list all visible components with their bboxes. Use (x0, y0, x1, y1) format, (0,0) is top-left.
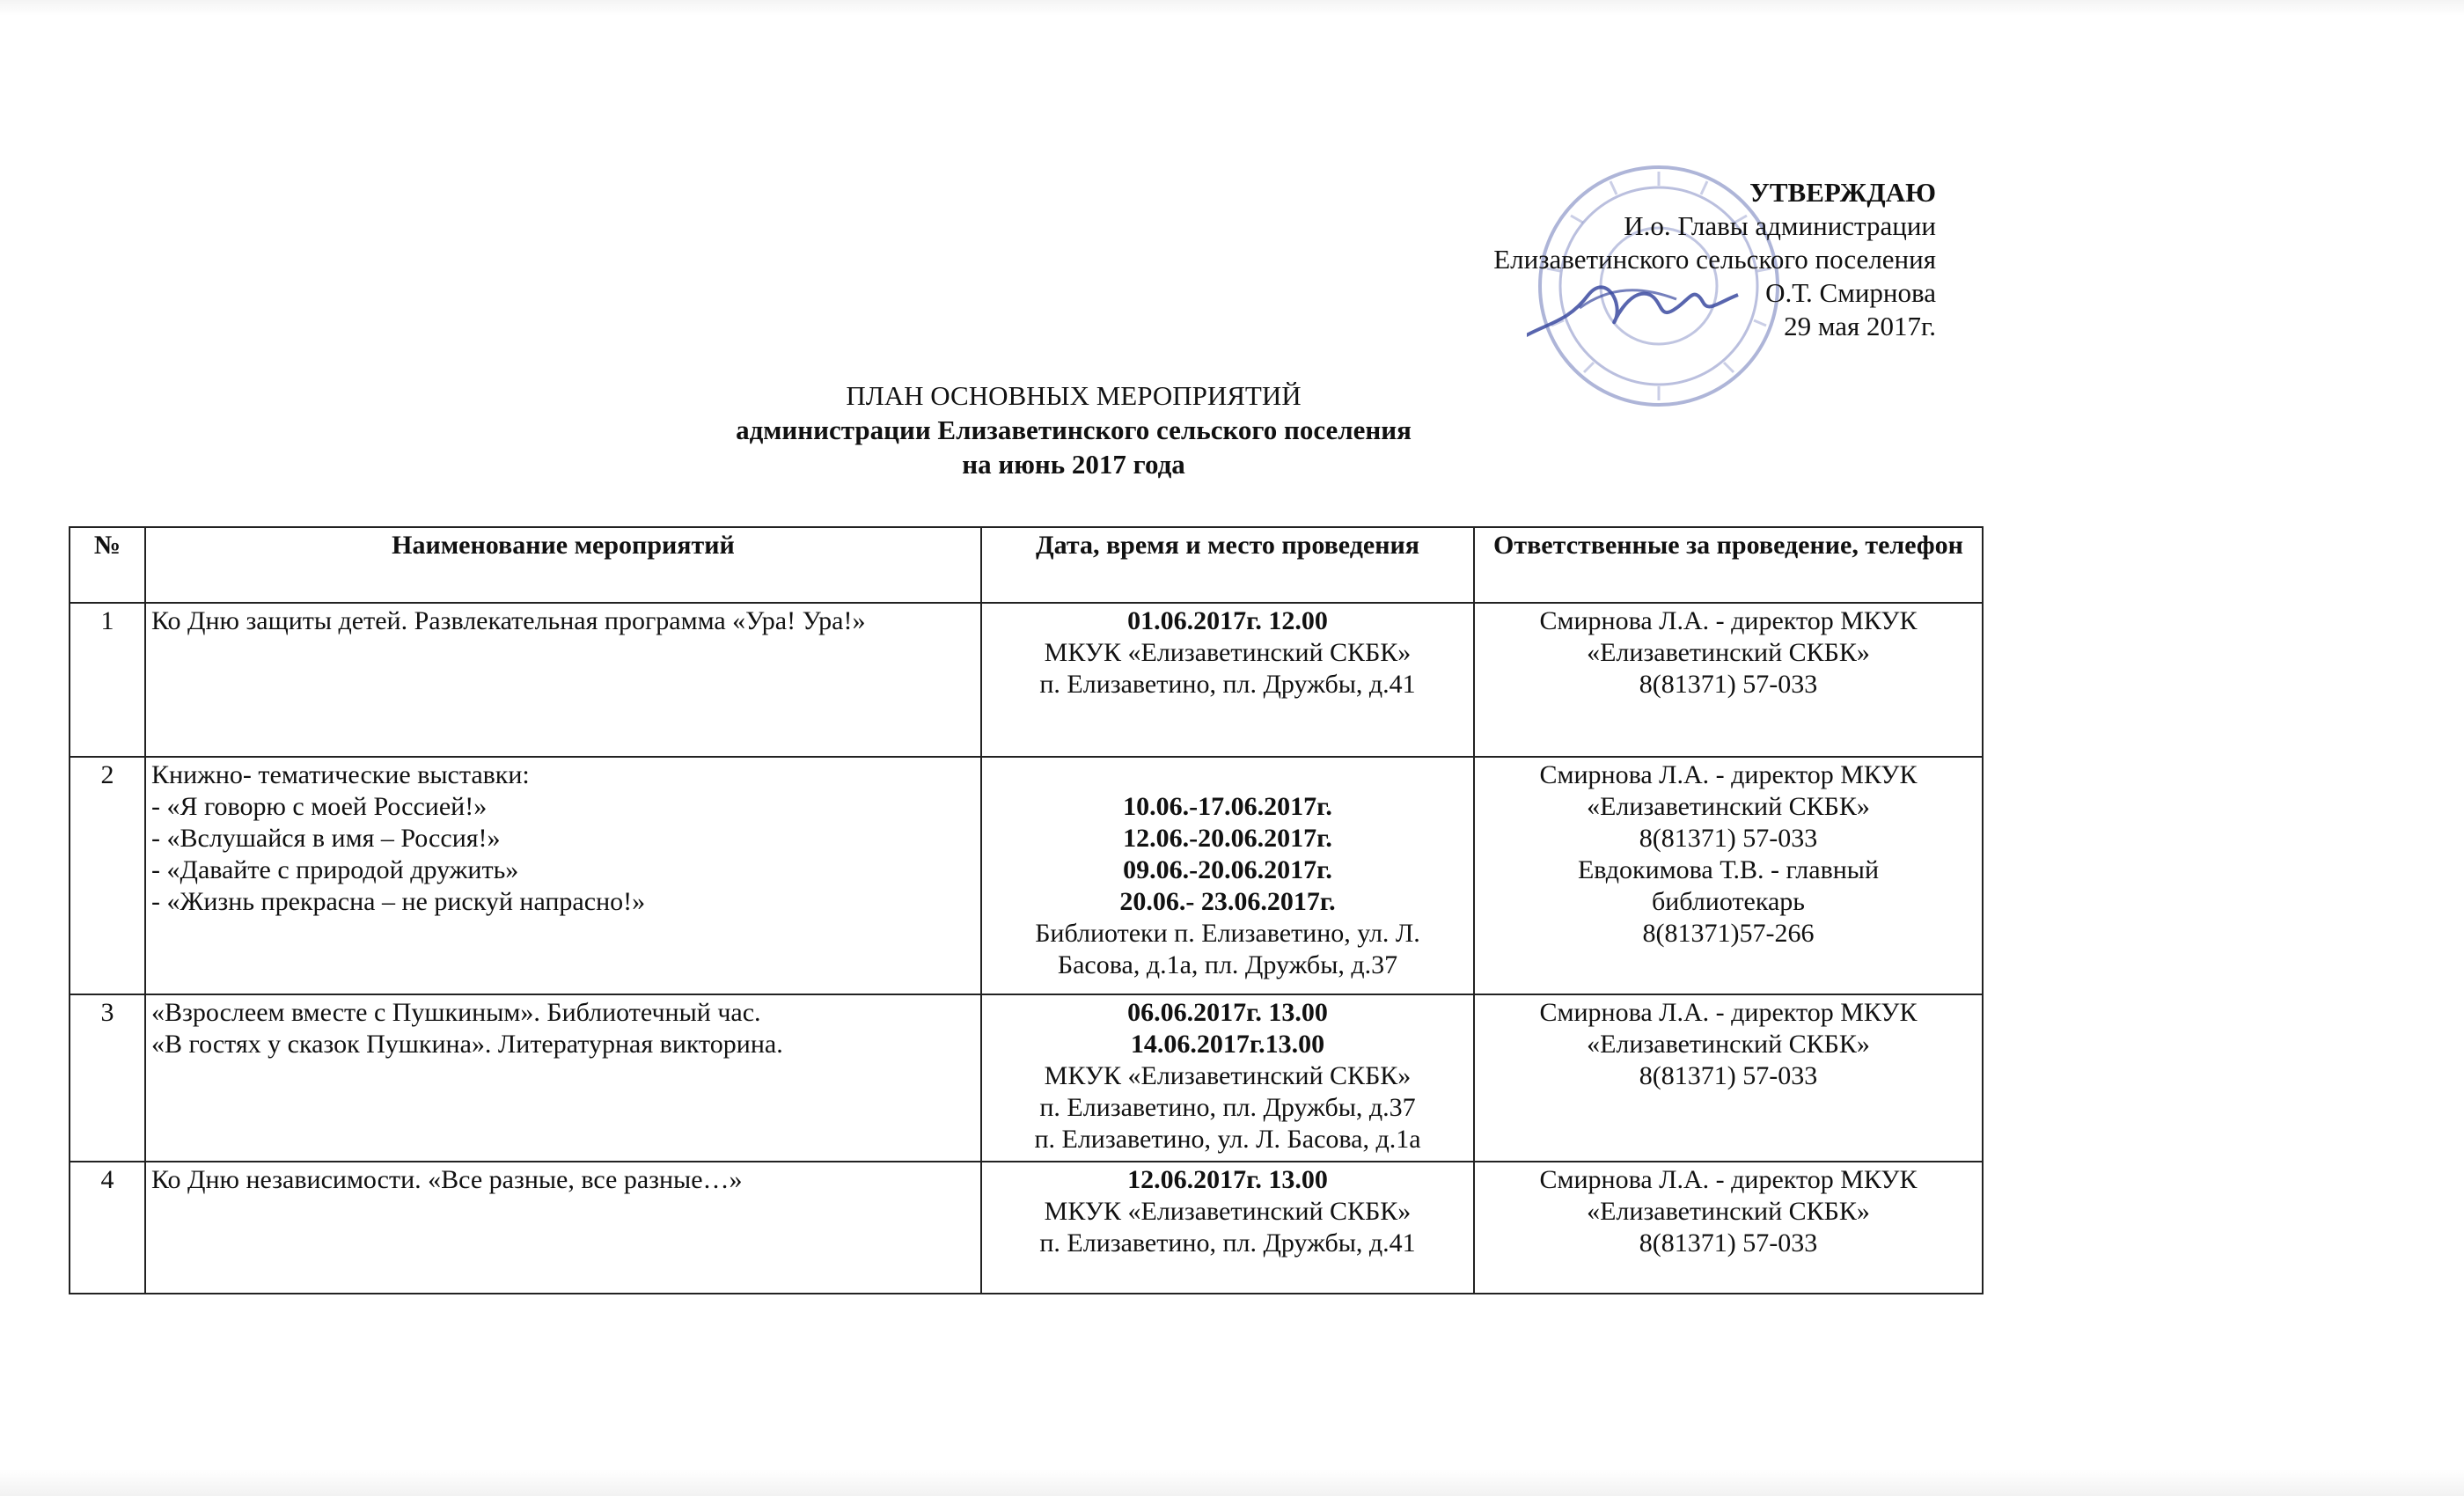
header-name: Наименование мероприятий (145, 527, 981, 603)
approval-organization: Елизаветинского сельского поселения (1493, 244, 1936, 275)
responsible-person: Смирнова Л.А. - директор МКУК (1539, 1165, 1918, 1194)
responsible-phone: 8(81371) 57-033 (1639, 670, 1818, 699)
event-date-place (981, 603, 1474, 757)
header-num: № (70, 527, 145, 603)
approval-position: И.о. Главы администрации (1624, 210, 1936, 241)
responsible-person: Смирнова Л.А. - директор МКУК (1539, 998, 1918, 1027)
event-name (145, 994, 981, 1162)
approval-heading: УТВЕРЖДАЮ (1749, 177, 1936, 208)
event-date-place (981, 757, 1474, 994)
document-title (493, 378, 1654, 481)
table-row (70, 994, 1983, 1162)
responsible-person: Смирнова Л.А. - директор МКУК (1539, 760, 1918, 789)
approval-block (1408, 176, 1936, 343)
event-name: Ко Дню независимости. «Все разные, все разные…» (145, 1162, 981, 1294)
event-address: п. Елизаветино, ул. Л. Басова, д.1а (1034, 1125, 1421, 1154)
event-responsible (1474, 994, 1983, 1162)
header-responsible: Ответственные за проведение, телефон (1474, 527, 1983, 603)
event-responsible (1474, 603, 1983, 757)
event-name-line: Книжно- тематические выставки: (151, 760, 530, 789)
event-address: п. Елизаветино, пл. Дружбы, д.41 (1039, 670, 1416, 699)
event-date: 14.06.2017г.13.00 (1130, 1030, 1325, 1059)
title-line-3: на июнь 2017 года (962, 449, 1185, 480)
responsible-org: «Елизаветинский СКБК» (1587, 1197, 1870, 1226)
event-name-line: «В гостях у сказок Пушкина». Литературная викторина. (151, 1030, 783, 1059)
responsible-person: Смирнова Л.А. - директор МКУК (1539, 606, 1918, 635)
title-line-1: ПЛАН ОСНОВНЫХ МЕРОПРИЯТИЙ (846, 380, 1302, 411)
table-header-row (70, 527, 1983, 603)
approval-date: 29 мая 2017г. (1784, 311, 1936, 341)
event-address: п. Елизаветино, пл. Дружбы, д.37 (1039, 1093, 1416, 1122)
responsible-phone: 8(81371) 57-033 (1639, 1061, 1818, 1090)
event-address: п. Елизаветино, пл. Дружбы, д.41 (1039, 1228, 1416, 1258)
table-row (70, 603, 1983, 757)
event-address: Басова, д.1а, пл. Дружбы, д.37 (1057, 950, 1398, 979)
row-number: 3 (70, 994, 145, 1162)
event-date: 20.06.- 23.06.2017г. (1119, 887, 1336, 916)
responsible-role: библиотекарь (1651, 887, 1805, 916)
responsible-phone: 8(81371) 57-033 (1639, 1228, 1818, 1258)
event-place: Библиотеки п. Елизаветино, ул. Л. (1035, 919, 1420, 948)
event-name-line: - «Давайте с природой дружить» (151, 855, 519, 884)
event-date: 12.06.2017г. 13.00 (1127, 1165, 1328, 1194)
event-date: 12.06.-20.06.2017г. (1123, 824, 1332, 853)
event-place: МКУК «Елизаветинский СКБК» (1044, 1197, 1412, 1226)
responsible-org: «Елизаветинский СКБК» (1587, 1030, 1870, 1059)
event-place: МКУК «Елизаветинский СКБК» (1044, 1061, 1412, 1090)
responsible-org: «Елизаветинский СКБК» (1587, 792, 1870, 821)
event-date: 01.06.2017г. 12.00 (1127, 606, 1328, 635)
event-name-line: - «Жизнь прекрасна – не рискуй напрасно!» (151, 887, 646, 916)
header-date: Дата, время и место проведения (981, 527, 1474, 603)
events-table (69, 526, 1984, 1294)
event-name-line: - «Я говорю с моей Россией!» (151, 792, 488, 821)
event-responsible (1474, 757, 1983, 994)
event-name-line: «Взрослеем вместе с Пушкиным». Библиотечный час. (151, 998, 761, 1027)
event-date: 06.06.2017г. 13.00 (1127, 998, 1328, 1027)
responsible-person: Евдокимова Т.В. - главный (1577, 855, 1880, 884)
event-date-place (981, 994, 1474, 1162)
row-number: 4 (70, 1162, 145, 1294)
responsible-org: «Елизаветинский СКБК» (1587, 638, 1870, 667)
event-name (145, 757, 981, 994)
table-row (70, 1162, 1983, 1294)
row-number: 2 (70, 757, 145, 994)
event-name: Ко Дню защиты детей. Развлекательная программа «Ура! Ура!» (145, 603, 981, 757)
event-responsible (1474, 1162, 1983, 1294)
event-date-place (981, 1162, 1474, 1294)
approval-signatory: О.Т. Смирнова (1765, 277, 1936, 308)
title-line-2: администрации Елизаветинского сельского поселения (736, 414, 1412, 445)
event-date: 09.06.-20.06.2017г. (1123, 855, 1332, 884)
event-place: МКУК «Елизаветинский СКБК» (1044, 638, 1412, 667)
table-row (70, 757, 1983, 994)
event-date: 10.06.-17.06.2017г. (1123, 792, 1332, 821)
event-name-line: - «Вслушайся в имя – Россия!» (151, 824, 501, 853)
row-number: 1 (70, 603, 145, 757)
responsible-phone: 8(81371) 57-033 (1639, 824, 1818, 853)
responsible-phone: 8(81371)57-266 (1642, 919, 1815, 948)
